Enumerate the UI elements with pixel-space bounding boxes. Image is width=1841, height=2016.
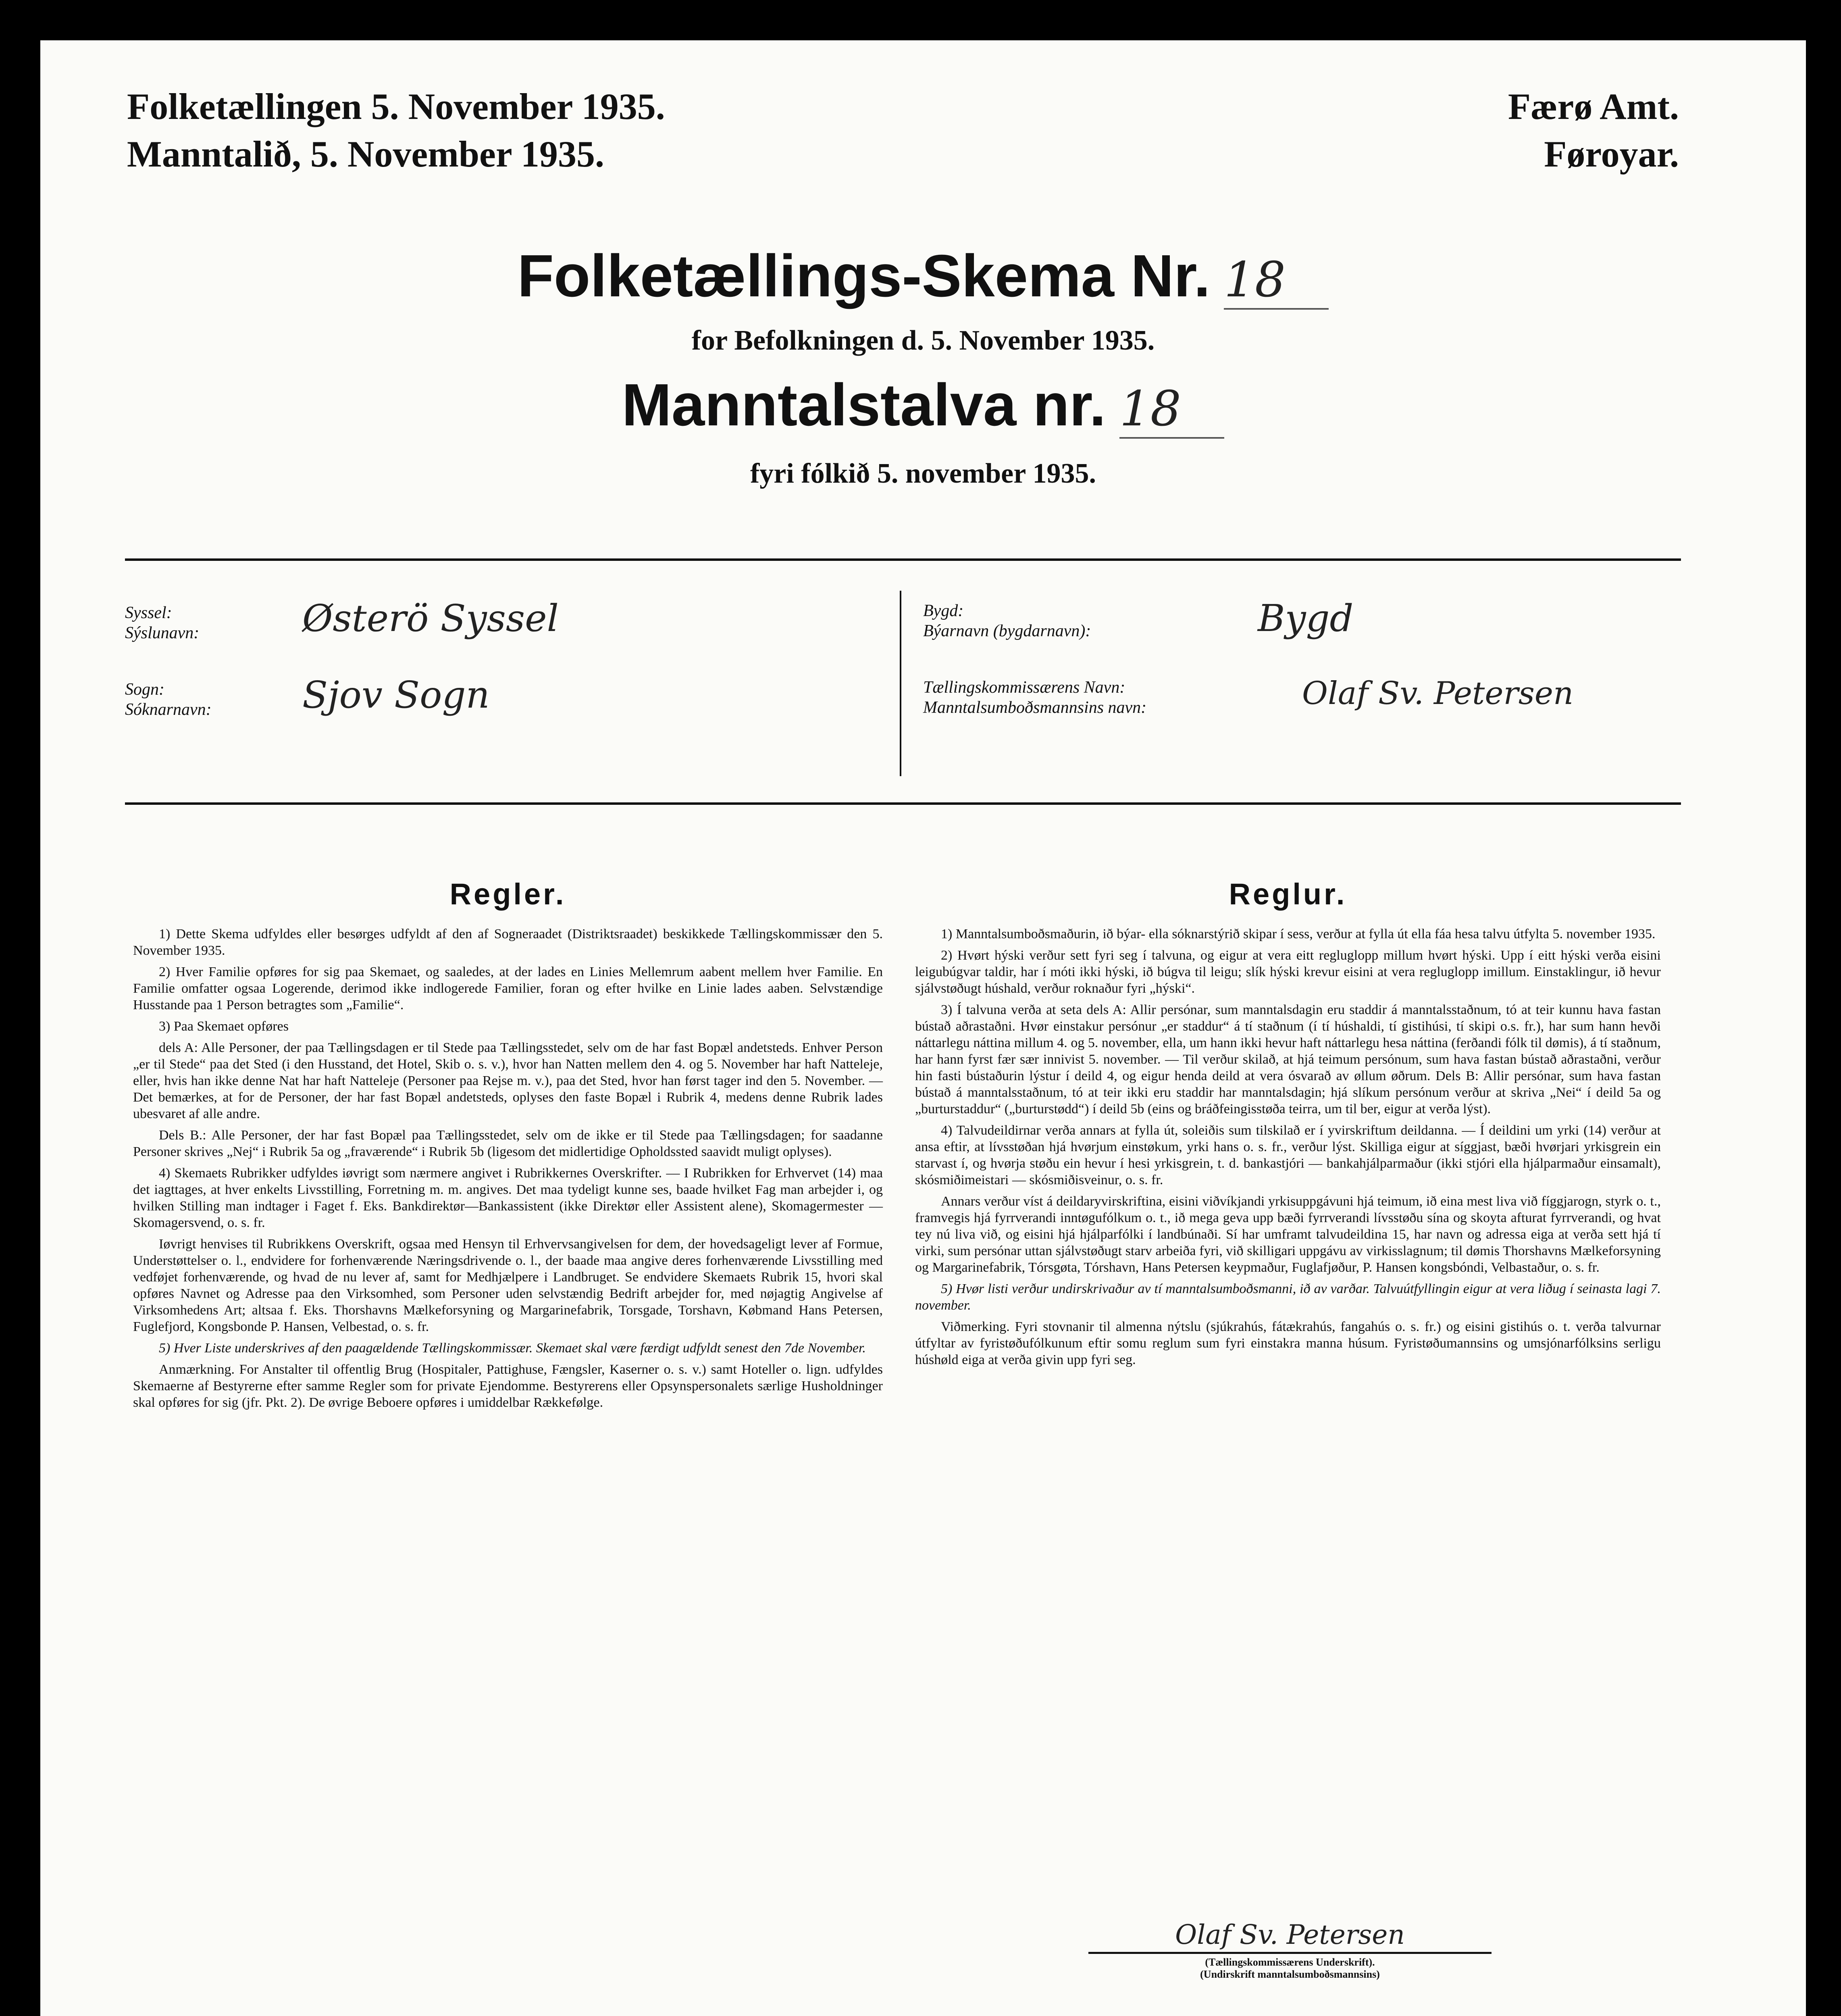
faroese-rule-3: 3) Í talvuna verða at seta dels A: Allir persónar, sum manntalsdagin eru staddir á manntalsstaðnum, tó at teir kunnu hava fastan bústað aðrastaðni. Hvør einstakur persónur „er staddur“ á tí staðnum (í tí húshaldi, tí gistihúsi, tí skipi o.s. fr.), har sum hann hevði náttarlegu náttina millum 4. og 5. november, ella, um hann ikki hevur haft náttarlegu hesa náttina (ferðandi fólk til dømis), á tí staðnum, har hann fyrst fær sær innivist 5. november. — Til verður skilað, at hjá teimum persónum, sum hava fastan bústað aðrastaðni, verður hin fasti bústaðurin lýstur í deild 4, og eigur henda deild at vera ósvarað av øllum øðrum. Dels B: Allir persónar, sum hava fastan bústað á manntalsstaðnum, tó at teir ikki eru staddir har manntalsdagin; hjá slíkum persónum verður at skriva „Nei“ í deild 5a og „burturstaddur“ („burturstødd“) í deild 5b (eins og bráðfeingisstøða teirra, um til ber, eigur at verða lýst). xyxy=(915,1002,1661,1116)
danish-rule-4b: Iøvrigt henvises til Rubrikkens Overskrift, ogsaa med Hensyn til Erhvervsangivelsen for dem, der hovedsageligt lever af Formue, Understøttelser o. l., endvidere for forhenværende Næringsdrivende o. l., der baade maa angive deres forhenværende Livsstilling med vedføjet forhenværende, og hvad de nu lever af, samt for Medhjælpere i Landbruget. Se endvidere Skemaets Rubrik 15, hvori skal opføres Navnet og Adresse paa den Virksomhed, som Personer uden selvstændig Bedrift arbejder for, med nøjagtig Angivelse af Virksomhedens Art; altsaa f. Eks. Thorshavns Mælkeforsyning og Margarinefabrik, Torsgade, Torshavn, Købmand Hans Petersen, Fuglefjord, Kongsbonde P. Hansen, Velbestad, o. s. fr. xyxy=(133,1237,883,1334)
signature-caption-faroese: (Undirskrift manntalsumboðsmannsins) xyxy=(1200,1968,1380,1980)
faroese-rule-4: 4) Talvudeildirnar verða annars at fylla út, soleiðis sum tilskilað er í yvirskriftum deildanna. — Í deildini um yrki (14) verður at ansa eftir, at lívsstøðan hjá hvørjum einstøkum, yrki hans o. s. fr., verður lýst. Skilliga eigur at síggjast, bæði hvørjari yrkisgrein ein starvast í, og hvørja støðu ein hevur í hesi yrkisgrein, t. d. bankastjóri — bankahjálparmaður (ikki stjóri ella hjálparmaður einsamalt), skósmiðimeistari — skósmiðisveinur, o. s. fr. xyxy=(915,1123,1661,1187)
danish-rule-3: 3) Paa Skemaet opføres xyxy=(159,1019,289,1034)
header-right-line2: Føroyar. xyxy=(1544,133,1679,175)
signature-block xyxy=(1088,1919,1492,1981)
faroese-rule-4b: Annars verður víst á deildaryvirskriftina, eisini viðvíkjandi yrkisuppgávuni hjá teimum, ið eina mest liva við fíggjarogn, styrk o. t., framvegis hjá fyrrverandi inntøgufólkum o. t., ið mega geva upp bæði fyrrverandi lívsstøðu sína og skoyta afturat fyrrverandi, og hvat tey nú liva við, og eisini hjá hjálparfólki í landbúnaði. Sí har umframt talvudeildina 15, har navn og adressa eiga at verða sett hjá tí virki, sum persónar uttan sjálvstøðugt starv arbeiða fyri, við skilligari uppgávu av virkisslagnum; til dømis Thorshavns Mælkeforsyning og Margarinefabrik, Tórsgøta, Tórshavn, Hans Petersen keypmaður, Fuglafjøður, P. Hansen kongsbóndi, Velbastaður, o. s. fr. xyxy=(915,1194,1661,1275)
syssel-value: Østerö Syssel xyxy=(302,597,559,640)
danish-rule-3a: dels A: Alle Personer, der paa Tællingsdagen er til Stede paa Tællingsstedet, selv om de har fast Bopæl andetsteds. Enhver Person „er til Stede“ paa det Sted (i den Husstand, det Hotel, Skib o. s. v.), hvor han Natten mellem den 4. og 5. November har haft Natteleje, eller, hvis han ikke denne Nat har haft Natteleje (Personer paa Rejse m. v.), paa det Sted, hvor han først tager ind den 5. November. — Det bemærkes, at for de Personer, der har fast Bopæl andetsteds, oplyses den faste Bopæl i Rubrik 4, medens denne Rubrik lades ubesvaret af alle andre. xyxy=(133,1040,883,1121)
bygd-value: Bygd xyxy=(1258,597,1354,640)
faroese-rule-2: 2) Hvørt hýski verður sett fyri seg í talvuna, og eigur at vera eitt regluglopp millum hvørt hýski. Upp í eitt hýski verða eisini leigubúgvar taldir, har í móti ikki hýski, ið búgva til leigu; slík hýski krevur eisini at vera regluglopp imillum. Einstaklingur, ið hevur sjálvstøðugt húshald, verður roknaður fyri „hýski“. xyxy=(915,948,1661,996)
header-right-line1: Færø Amt. xyxy=(1508,86,1679,127)
danish-subtitle: for Befolkningen d. 5. November 1935. xyxy=(691,325,1155,356)
header-left-line2: Manntalið, 5. November 1935. xyxy=(127,133,605,175)
commissioner-label: Tællingskommissærens Navn: Manntalsumboðsmannsins navn: xyxy=(923,678,1147,717)
sogn-label: Sogn: Sóknarnavn: xyxy=(125,680,212,719)
faroese-title: Manntalstalva nr. xyxy=(622,372,1106,438)
danish-rule-5: 5) Hver Liste underskrives af den paagældende Tællingskommissær. Skemaet skal være færdigt udfyldt senest den 7de November. xyxy=(159,1341,866,1356)
signature-handwritten: Olaf Sv. Petersen xyxy=(1088,1919,1492,1954)
faroese-rule-5: 5) Hvør listi verður undirskrivaður av tí manntalsumboðsmanni, ið av varðar. Talvuútfyllingin eigur at vera liðug í seinasta lagi 7. november. xyxy=(915,1281,1661,1313)
danish-rules-heading: Regler. xyxy=(449,877,566,911)
bygd-label: Bygd: Býarnavn (bygdarnavn): xyxy=(923,602,1091,640)
census-form-sheet xyxy=(40,40,1806,2016)
danish-remark: Anmærkning. For Anstalter til offentlig Brug (Hospitaler, Pattighuse, Fængsler, Kaserner o. s. v.) samt Hoteller o. lign. udfyldes Skemaerne af Bestyrerne efter samme Regler som for private Ejendomme. Bestyrerens eller Opsynspersonalets særlige Husholdninger skal opføres for sig (jfr. Pkt. 2). De øvrige Beboere opføres i umiddelbar Rækkefølge. xyxy=(133,1362,883,1410)
faroese-form-number: 18 xyxy=(1119,381,1224,439)
fields-bottom-rule xyxy=(125,802,1681,805)
signature-caption-danish: (Tællingskommissærens Underskrift). xyxy=(1205,1956,1375,1968)
danish-rule-3b: Dels B.: Alle Personer, der har fast Bopæl paa Tællingsstedet, selv om de ikke er til Stede paa Tællingsdagen; for saadanne Personer skrives „Nej“ i Rubrik 5a og „fraværende“ i Rubrik 5b (ligesom det midlertidige Opholdssted saavidt muligt oplyses). xyxy=(133,1128,883,1159)
syssel-label: Syssel: Sýslunavn: xyxy=(125,604,200,642)
header-left xyxy=(127,83,665,178)
faroese-subtitle: fyri fólkið 5. november 1935. xyxy=(750,458,1096,489)
header-left-line1: Folketællingen 5. November 1935. xyxy=(127,86,665,127)
faroese-remark: Viðmerking. Fyri stovnanir til almenna nýtslu (sjúkrahús, fátækrahús, fangahús o. s. fr.) og eisini gistihús o. t. verða talvurnar útfyltar av fyristøðufólkunum eftir somu reglum sum fyri einstakra manna húsum. Fyristøðumannsins og umsjónarfólksins serligu húshøld eiga at verða givin upp fyri seg. xyxy=(915,1319,1661,1367)
danish-rule-4: 4) Skemaets Rubrikker udfyldes iøvrigt som nærmere angivet i Rubrikkernes Overskrifter. — I Rubrikken for Erhvervet (14) maa det iagttages, at hver enkelts Livsstilling, Forretning m. m. angives. Det maa tydeligt kunne ses, baade hvilket Fag man arbejder i, og hvilken Stilling man indtager i Faget f. Eks. Bankdirektør—Bankassistent (ikke Direktør eller Assistent alene), Skomagermester — Skomagersvend, o. s. fr. xyxy=(133,1166,883,1230)
commissioner-value: Olaf Sv. Petersen xyxy=(1302,675,1574,712)
danish-rule-2: 2) Hver Familie opføres for sig paa Skemaet, og saaledes, at der lades en Linies Mellemrum aabent mellem hver Familie. En Familie omfatter ogsaa Logerende, derimod ikke indlogerede Familier, foran og efter hvilke en Linie lades aaben. Selvstændige Husstande paa 1 Person betragtes som „Familie“. xyxy=(133,964,883,1012)
faroese-title-block xyxy=(40,371,1806,439)
danish-form-number: 18 xyxy=(1224,252,1329,310)
danish-title-block xyxy=(40,242,1806,310)
faroese-rule-1: 1) Manntalsumboðsmaðurin, ið býar- ella sóknarstýrið skipar í sess, verður at fylla út ella fáa hesa talvu útfylta 5. november 1935. xyxy=(941,927,1656,941)
fields-top-rule xyxy=(125,558,1681,561)
fields-divider xyxy=(900,591,901,776)
header-right xyxy=(1508,83,1679,178)
danish-title: Folketællings-Skema Nr. xyxy=(517,243,1211,309)
sogn-value: Sjov Sogn xyxy=(302,673,490,716)
danish-rules-column xyxy=(133,877,883,1416)
faroese-rules-column xyxy=(915,877,1661,1373)
danish-rule-1: 1) Dette Skema udfyldes eller besørges udfyldt af den af Sogneraadet (Distriktsraadet) beskikkede Tællingskommissær den 5. November 1935. xyxy=(133,927,883,958)
faroese-rules-heading: Reglur. xyxy=(1229,877,1347,911)
